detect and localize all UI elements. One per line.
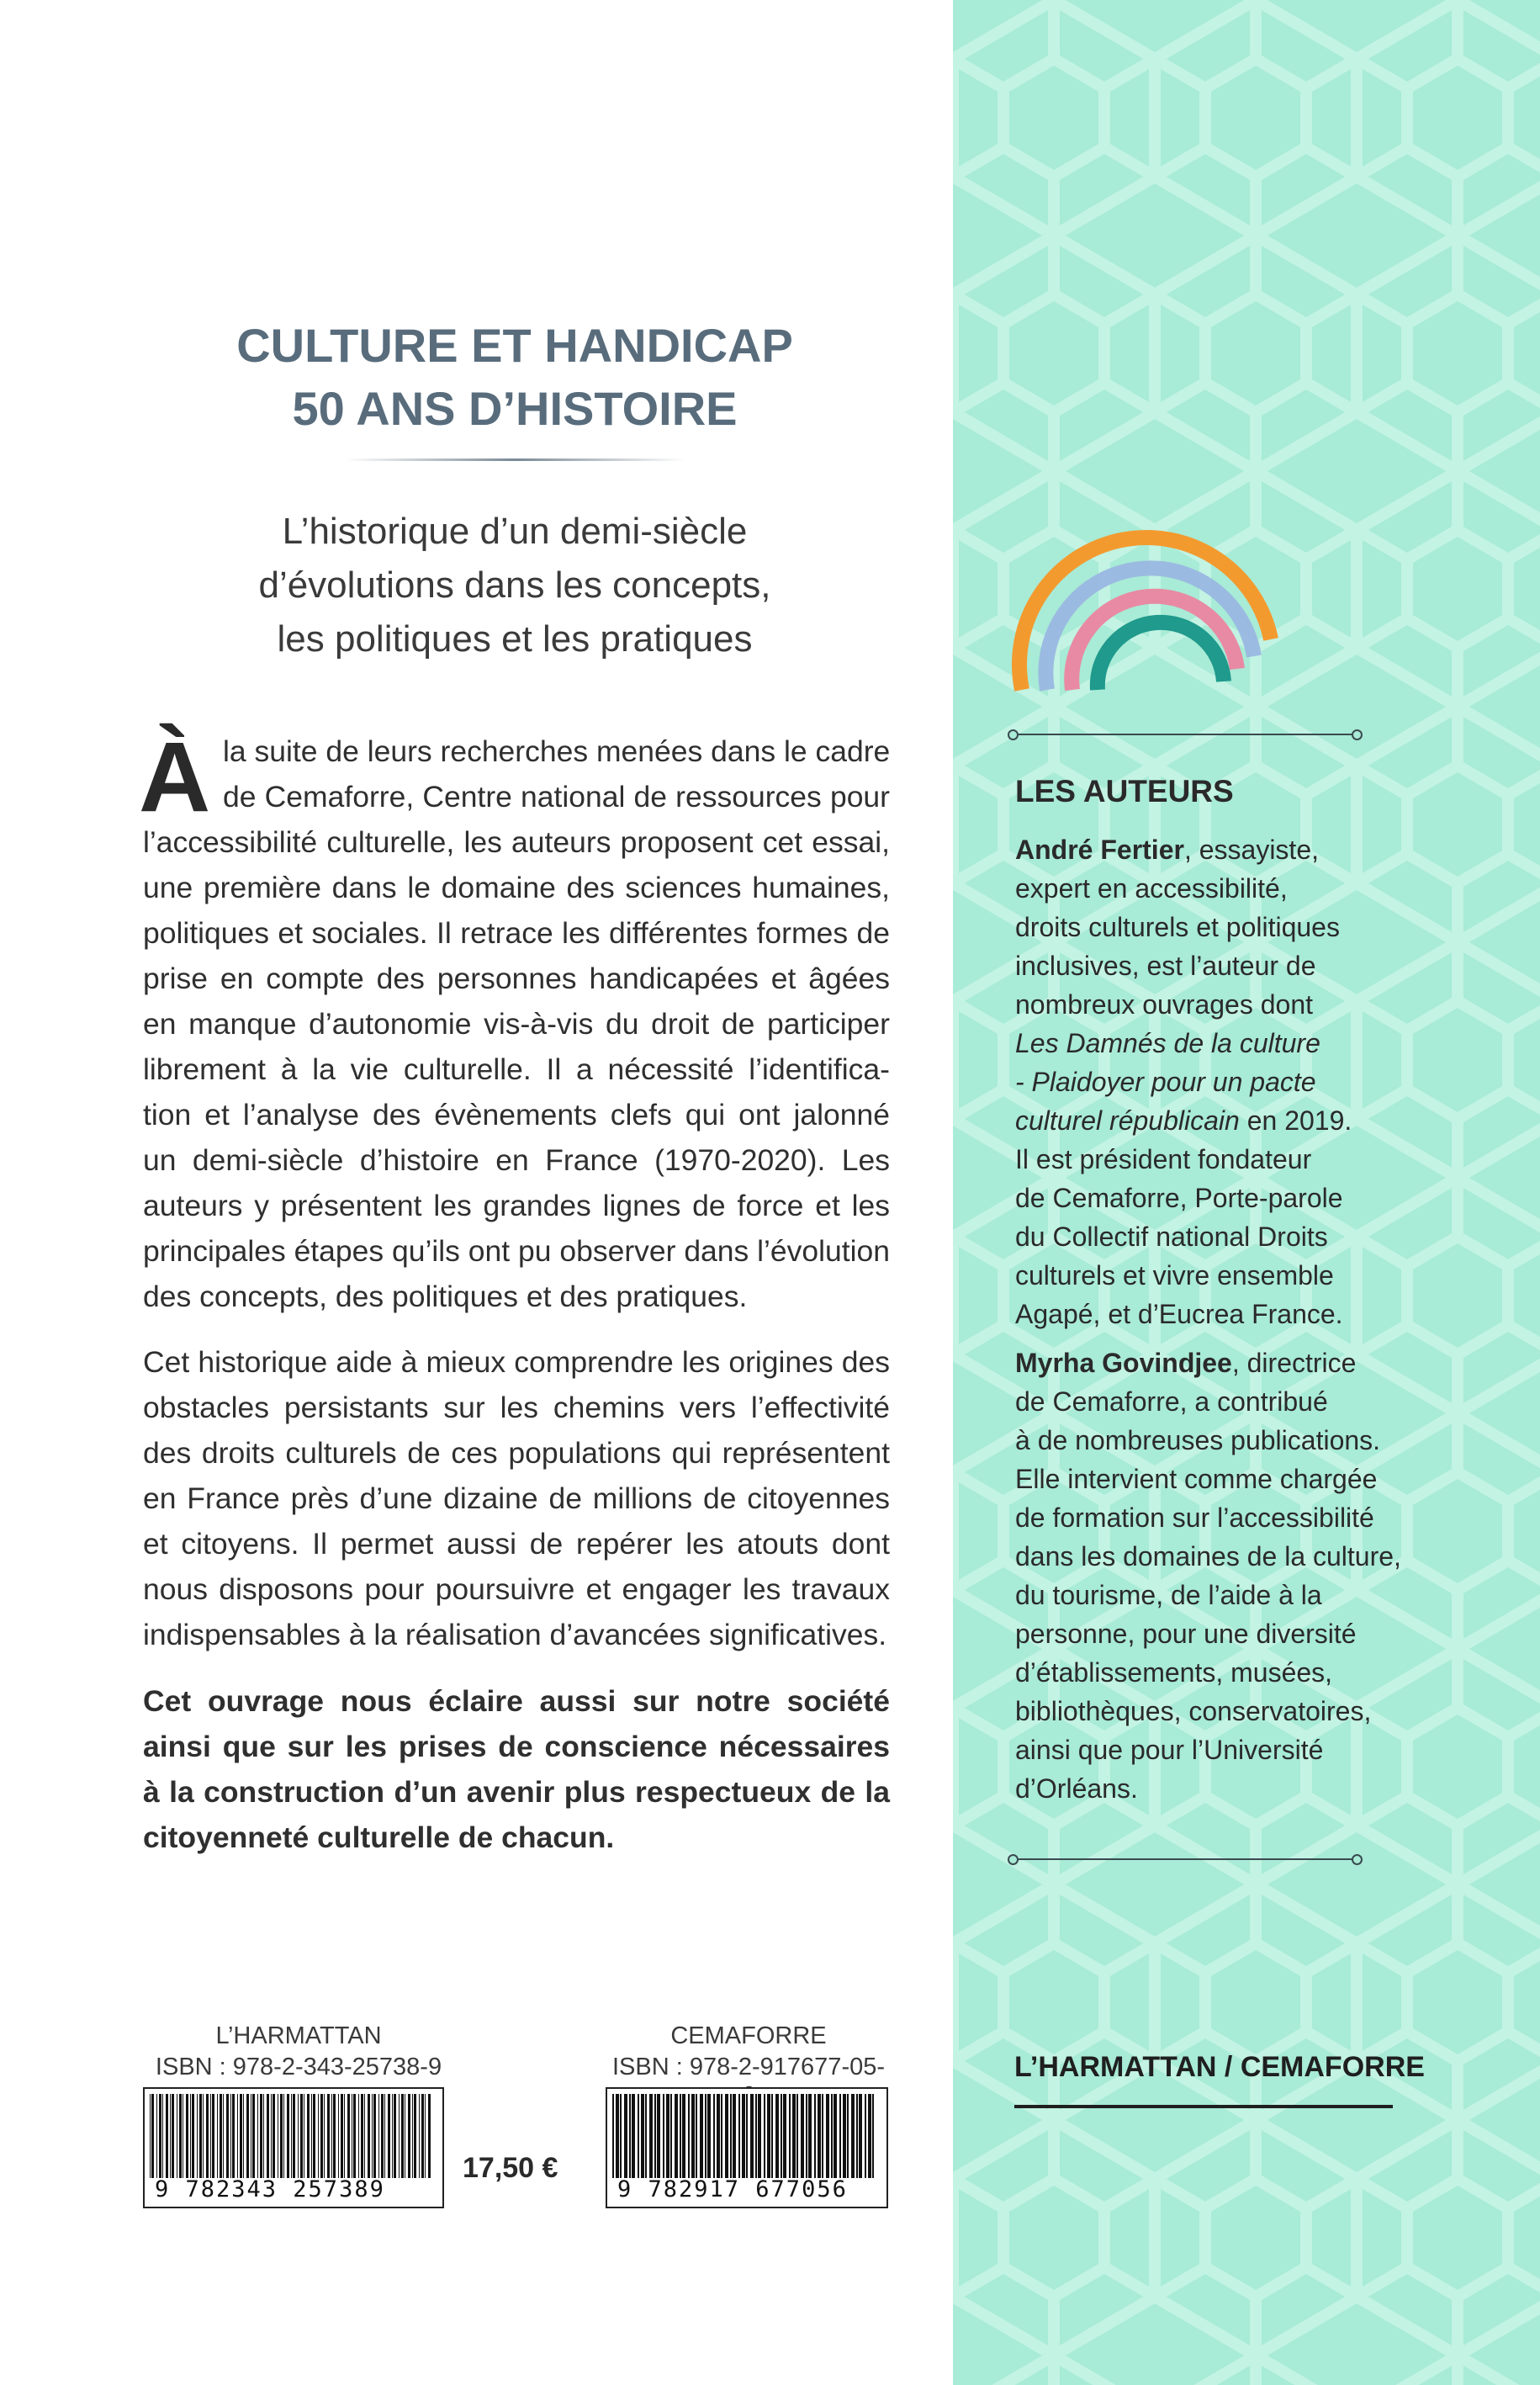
barcode-bar (384, 2094, 385, 2178)
text-line: nombreux ouvrages dont (1015, 989, 1313, 1020)
barcode-bar (717, 2094, 720, 2178)
barcode-bar (273, 2094, 275, 2178)
text-line: du tourisme, de l’aide à la (1015, 1580, 1322, 1610)
subtitle (109, 505, 920, 666)
barcode-bar (806, 2094, 807, 2178)
drop-cap: À (139, 722, 211, 833)
barcode-bar (246, 2094, 249, 2178)
barcode-bar (170, 2094, 171, 2178)
text-line: indispensables à la réalisation d’avancées significatives. (143, 1618, 887, 1651)
barcode-bar (781, 2094, 782, 2178)
barcode-bar (670, 2094, 672, 2178)
text-line (1015, 830, 1385, 869)
text-line: de Cemaforre, a contribué (1015, 1386, 1328, 1417)
author2-name: Myrha Govindjee (1015, 1348, 1232, 1378)
barcode-bar (733, 2094, 736, 2178)
text-line: à la construction d’un avenir plus respectueux de la (143, 1775, 890, 1809)
barcode-bar (758, 2094, 761, 2178)
barcode-bar (368, 2094, 370, 2178)
barcode-bar (307, 2094, 310, 2178)
barcode-bar (425, 2094, 426, 2178)
text-line: droits culturels et politiques (1015, 912, 1340, 942)
barcode-bar (197, 2094, 198, 2178)
barcode-bar (399, 2094, 400, 2178)
barcode-bar (680, 2094, 681, 2178)
title-rule (345, 458, 685, 461)
barcode-bar (700, 2094, 703, 2178)
text-line: Cet historique aide à mieux comprendre les origines des (143, 1345, 890, 1379)
barcode-bar (372, 2094, 373, 2178)
barcode-bar (392, 2094, 393, 2178)
text-line: ainsi que sur les prises de conscience nécessaires (143, 1730, 890, 1763)
barcode-bar (267, 2094, 269, 2178)
barcode-bar (293, 2094, 295, 2178)
barcode-bar (847, 2094, 849, 2178)
barcode-bar (364, 2094, 365, 2178)
barcode-bar (280, 2094, 283, 2178)
barcode-bar (192, 2094, 194, 2178)
barcode-bar (865, 2094, 866, 2178)
barcode-bar (792, 2094, 796, 2178)
barcode-bar (162, 2094, 163, 2178)
barcode-bar (638, 2094, 639, 2178)
barcode-bar (746, 2094, 748, 2178)
barcode-bar (412, 2094, 413, 2178)
text-line: Elle intervient comme chargée (1015, 1464, 1378, 1494)
barcode-bar (645, 2094, 647, 2178)
barcode-bar (331, 2094, 332, 2178)
barcode-bar (856, 2094, 858, 2178)
barcode-2-digits: 9 782917 677056 (617, 2176, 848, 2202)
text-fragment: , directrice (1231, 1348, 1357, 1378)
paragraph1 (143, 819, 890, 1319)
text-line: à de nombreuses publications. (1015, 1425, 1381, 1455)
barcode-bar (750, 2094, 754, 2178)
text-line: de formation sur l’accessibilité (1015, 1503, 1374, 1533)
text-fragment: , essayiste, (1183, 835, 1319, 865)
barcode-bar (616, 2094, 619, 2178)
barcode-bar (419, 2094, 420, 2178)
barcode-bar (822, 2094, 823, 2178)
barcode-bar (713, 2094, 715, 2178)
barcode-bar (632, 2094, 635, 2178)
subtitle-line: d’évolutions dans les concepts, (258, 564, 771, 606)
barcode-bar (291, 2094, 292, 2178)
text-line: personne, pour une diversité (1015, 1619, 1357, 1649)
barcode-bar (240, 2094, 242, 2178)
barcode-bar (151, 2094, 154, 2178)
barcode-bar (767, 2094, 770, 2178)
text-line: Il est président fondateur (1015, 1144, 1312, 1174)
barcode-bar (203, 2094, 204, 2178)
text-line: culturels et vivre ensemble (1015, 1260, 1334, 1291)
barcode-bar (826, 2094, 829, 2178)
barcode-2 (606, 2087, 888, 2208)
barcode-bar (243, 2094, 244, 2178)
barcode-bar (620, 2094, 622, 2178)
barcode-bars (148, 2094, 434, 2178)
barcode-bar (691, 2094, 695, 2178)
barcode-bar (666, 2094, 669, 2178)
text-line: de Cemaforre, Centre national de ressources pour (223, 780, 890, 814)
text-line: bibliothèques, conservatoires, (1015, 1696, 1372, 1726)
barcode-bar (738, 2094, 740, 2178)
barcode-bar (271, 2094, 272, 2178)
subtitle-line: les politiques et les pratiques (277, 618, 753, 660)
text-line: et citoyens. Il permet aussi de repérer les atouts dont (143, 1527, 890, 1561)
barcode-bar (252, 2094, 255, 2178)
barcode-bar (688, 2094, 690, 2178)
barcode-bar (649, 2094, 653, 2178)
barcode-bar (313, 2094, 315, 2178)
barcode-bar (226, 2094, 229, 2178)
price: 17,50 € (463, 2152, 558, 2184)
book-title: Les Damnés de la culture (1015, 1028, 1320, 1058)
text-line: inclusives, est l’auteur de (1015, 951, 1316, 981)
text-line: prise en compte des personnes handicapées et âgées (143, 962, 890, 995)
text-line: une première dans le domaine des sciences humaines, (143, 871, 890, 904)
text-fragment: en 2019. (1239, 1105, 1352, 1136)
barcode-bar (212, 2094, 214, 2178)
barcode-bar (373, 2094, 376, 2178)
barcode-bar (210, 2094, 211, 2178)
barcode-bar (217, 2094, 218, 2178)
barcode-bar (707, 2094, 711, 2178)
barcode-bar (230, 2094, 231, 2178)
text-line: en manque d’autonomie vis-à-vis du droit de participer (143, 1007, 890, 1041)
barcode-bar (696, 2094, 697, 2178)
barcode-bar (388, 2094, 390, 2178)
text-line: en France près d’une dizaine de millions de citoyennes (143, 1481, 890, 1515)
barcode-bar (353, 2094, 356, 2178)
barcode-bar (624, 2094, 627, 2178)
text-line: obstacles persistants sur les chemins vers l’effectivité (143, 1391, 890, 1424)
barcode-bar (629, 2094, 631, 2178)
text-line: d’établissements, musées, (1015, 1657, 1333, 1688)
barcode-bar (338, 2094, 339, 2178)
barcode-1 (143, 2087, 444, 2208)
barcode-bar (341, 2094, 343, 2178)
paragraph2 (143, 1339, 890, 1657)
text-line: du Collectif national Droits (1015, 1222, 1328, 1252)
barcode-bar (347, 2094, 350, 2178)
book-title: - Plaidoyer pour un pacte (1015, 1067, 1316, 1097)
top-divider (1018, 734, 1352, 735)
barcode-bar (311, 2094, 312, 2178)
text-line: librement à la vie culturelle. Il a nécessité l’identifica- (143, 1052, 890, 1086)
text-line (1015, 1101, 1385, 1140)
text-line (1015, 1344, 1385, 1382)
barcode-bar (150, 2094, 151, 2178)
rainbow-logo (1012, 501, 1289, 702)
barcode-bar (775, 2094, 779, 2178)
barcode-bar (421, 2094, 424, 2178)
barcode-bar (755, 2094, 757, 2178)
barcode-bar (818, 2094, 821, 2178)
barcode-1-digits: 9 782343 257389 (155, 2176, 385, 2202)
barcode-bar (872, 2094, 874, 2178)
barcode-bar (663, 2094, 664, 2178)
barcode-bar (190, 2094, 191, 2178)
barcode-bar (705, 2094, 706, 2178)
barcode-bars (611, 2094, 878, 2178)
barcode-bar (641, 2094, 644, 2178)
barcode-bar (300, 2094, 303, 2178)
barcode-bar (344, 2094, 345, 2178)
barcode-bar (394, 2094, 396, 2178)
barcode-bar (401, 2094, 404, 2178)
barcode-bar (654, 2094, 656, 2178)
barcode-bar (206, 2094, 209, 2178)
text-line: des droits culturels de ces populations qui représentent (143, 1436, 890, 1470)
barcode-bar (166, 2094, 168, 2178)
text-line: dans les domaines de la culture, (1015, 1541, 1401, 1571)
barcode-bar (186, 2094, 188, 2178)
barcode-bar (783, 2094, 786, 2178)
text-line: l’accessibilité culturelle, les auteurs proposent cet essai, (143, 825, 890, 859)
text-line: la suite de leurs recherches menées dans le cadre (223, 734, 891, 768)
book-title: culturel républicain (1015, 1105, 1240, 1136)
text-line: expert en accessibilité, (1015, 873, 1288, 904)
barcode-bar (324, 2094, 325, 2178)
barcode-bar (682, 2094, 685, 2178)
barcode-bar (298, 2094, 299, 2178)
text-line: citoyenneté culturelle de chacun. (143, 1821, 615, 1854)
text-line: Agapé, et d’Eucrea France. (1015, 1299, 1343, 1329)
barcode-bar (358, 2094, 359, 2178)
barcode-bar (721, 2094, 722, 2178)
text-line: tion et l’analyse des évènements clefs qui ont jalonné (143, 1098, 890, 1132)
barcode-bar (320, 2094, 323, 2178)
barcode-bar (232, 2094, 235, 2178)
barcode-bar (868, 2094, 871, 2178)
barcode-bar (831, 2094, 833, 2178)
barcode-bar (263, 2094, 264, 2178)
barcode-bar (808, 2094, 812, 2178)
barcode-bar (859, 2094, 862, 2178)
barcode-bar (378, 2094, 379, 2178)
barcode-bar (742, 2094, 745, 2178)
barcode-bar (414, 2094, 416, 2178)
barcode-bar (725, 2094, 728, 2178)
barcode-bar (172, 2094, 174, 2178)
text-line: un demi-siècle d’histoire en France (1970-2020). Les (143, 1143, 890, 1177)
barcode-bar (260, 2094, 262, 2178)
book-title-line1: CULTURE ET HANDICAP (236, 319, 793, 372)
bottom-divider (1018, 1858, 1352, 1860)
publisher-rule (1014, 2105, 1393, 2108)
isbn2-publisher: CEMAFORRE (670, 2022, 827, 2049)
text-line: d’Orléans. (1015, 1773, 1138, 1804)
barcode-bar (179, 2094, 182, 2178)
barcode-bar (283, 2094, 284, 2178)
barcode-bar (839, 2094, 841, 2178)
barcode-bar (223, 2094, 224, 2178)
barcode-bar (814, 2094, 816, 2178)
barcode-bar (834, 2094, 837, 2178)
barcode-bar (796, 2094, 798, 2178)
barcode-bar (333, 2094, 336, 2178)
text-line: de Cemaforre, Porte-parole (1015, 1183, 1343, 1213)
authors-heading: LES AUTEURS (1015, 774, 1234, 808)
barcode-bar (318, 2094, 319, 2178)
text-line: Cet ouvrage nous éclaire aussi sur notre société (143, 1684, 890, 1718)
barcode-bar (361, 2094, 363, 2178)
barcode-bar (199, 2094, 202, 2178)
barcode-bar (801, 2094, 804, 2178)
isbn2-number: ISBN : 978-2-917677-05- (611, 2054, 886, 2080)
barcode-bar (257, 2094, 258, 2178)
publisher-name: L’HARMATTAN / CEMAFORRE (1014, 2051, 1425, 2083)
barcode-bar (428, 2094, 431, 2178)
text-line: des concepts, des politiques et des pratiques. (143, 1280, 748, 1313)
barcode-bar (287, 2094, 289, 2178)
barcode-bar (730, 2094, 732, 2178)
text-line: politiques et sociales. Il retrace les différentes formes de (143, 916, 890, 950)
barcode-bar (764, 2094, 765, 2178)
barcode-bar (657, 2094, 660, 2178)
subtitle-line: L’historique d’un demi-siècle (282, 511, 748, 552)
barcode-bar (843, 2094, 846, 2178)
author1-name: André Fertier (1015, 835, 1184, 865)
barcode-bar (220, 2094, 222, 2178)
paragraph1-opening (223, 729, 890, 819)
barcode-bar (156, 2094, 157, 2178)
barcode-bar (381, 2094, 384, 2178)
barcode-bar (771, 2094, 773, 2178)
isbn1-number: ISBN : 978-2-343-25738-9 (155, 2054, 442, 2080)
isbn1-publisher: L’HARMATTAN (215, 2022, 382, 2049)
barcode-bar (851, 2094, 855, 2178)
text-line: ainsi que pour l’Université (1015, 1735, 1324, 1765)
barcode-bar (612, 2094, 614, 2178)
barcode-bar (675, 2094, 678, 2178)
text-line (1015, 1024, 1385, 1063)
text-line: principales étapes qu’ils ont pu observer dans l’évolution (143, 1234, 891, 1268)
text-line: nous disposons pour poursuivre et engager les travaux (143, 1572, 890, 1606)
barcode-bar (237, 2094, 238, 2178)
barcode-bar (789, 2094, 791, 2178)
barcode-bar (408, 2094, 410, 2178)
book-title-line2: 50 ANS D’HISTOIRE (292, 382, 738, 435)
barcode-bar (159, 2094, 161, 2178)
barcode-bar (327, 2094, 330, 2178)
authors-bio (1015, 830, 1401, 1808)
paragraph3-bold (143, 1678, 890, 1860)
text-line (1015, 1063, 1385, 1101)
text-line: auteurs y présentent les grandes lignes de force et les (143, 1189, 890, 1222)
